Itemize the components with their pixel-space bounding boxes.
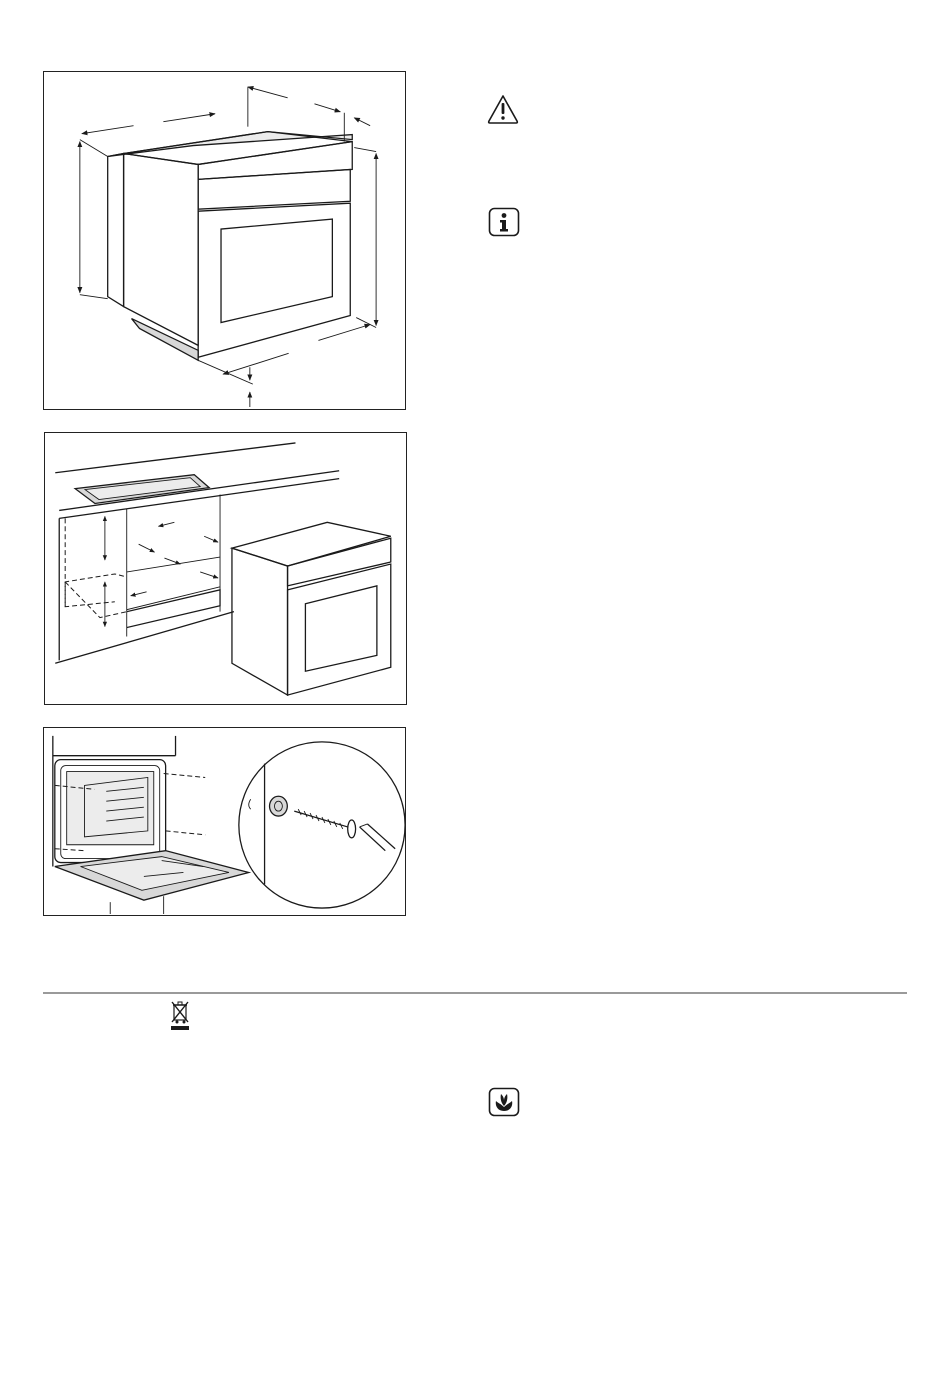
screw-fixing-figure	[43, 727, 406, 916]
section-divider	[43, 992, 907, 994]
crossed-out-bin-icon	[169, 1000, 191, 1032]
information-icon	[488, 207, 520, 237]
kitchen-installation-diagram	[45, 433, 406, 704]
oven-screw-fixing-diagram	[44, 728, 405, 915]
oven-dimensions-diagram	[44, 72, 405, 409]
kitchen-installation-figure	[44, 432, 407, 705]
environment-protection-icon	[488, 1087, 520, 1117]
oven-dimensions-figure	[43, 71, 406, 410]
warning-triangle-icon	[486, 93, 520, 125]
